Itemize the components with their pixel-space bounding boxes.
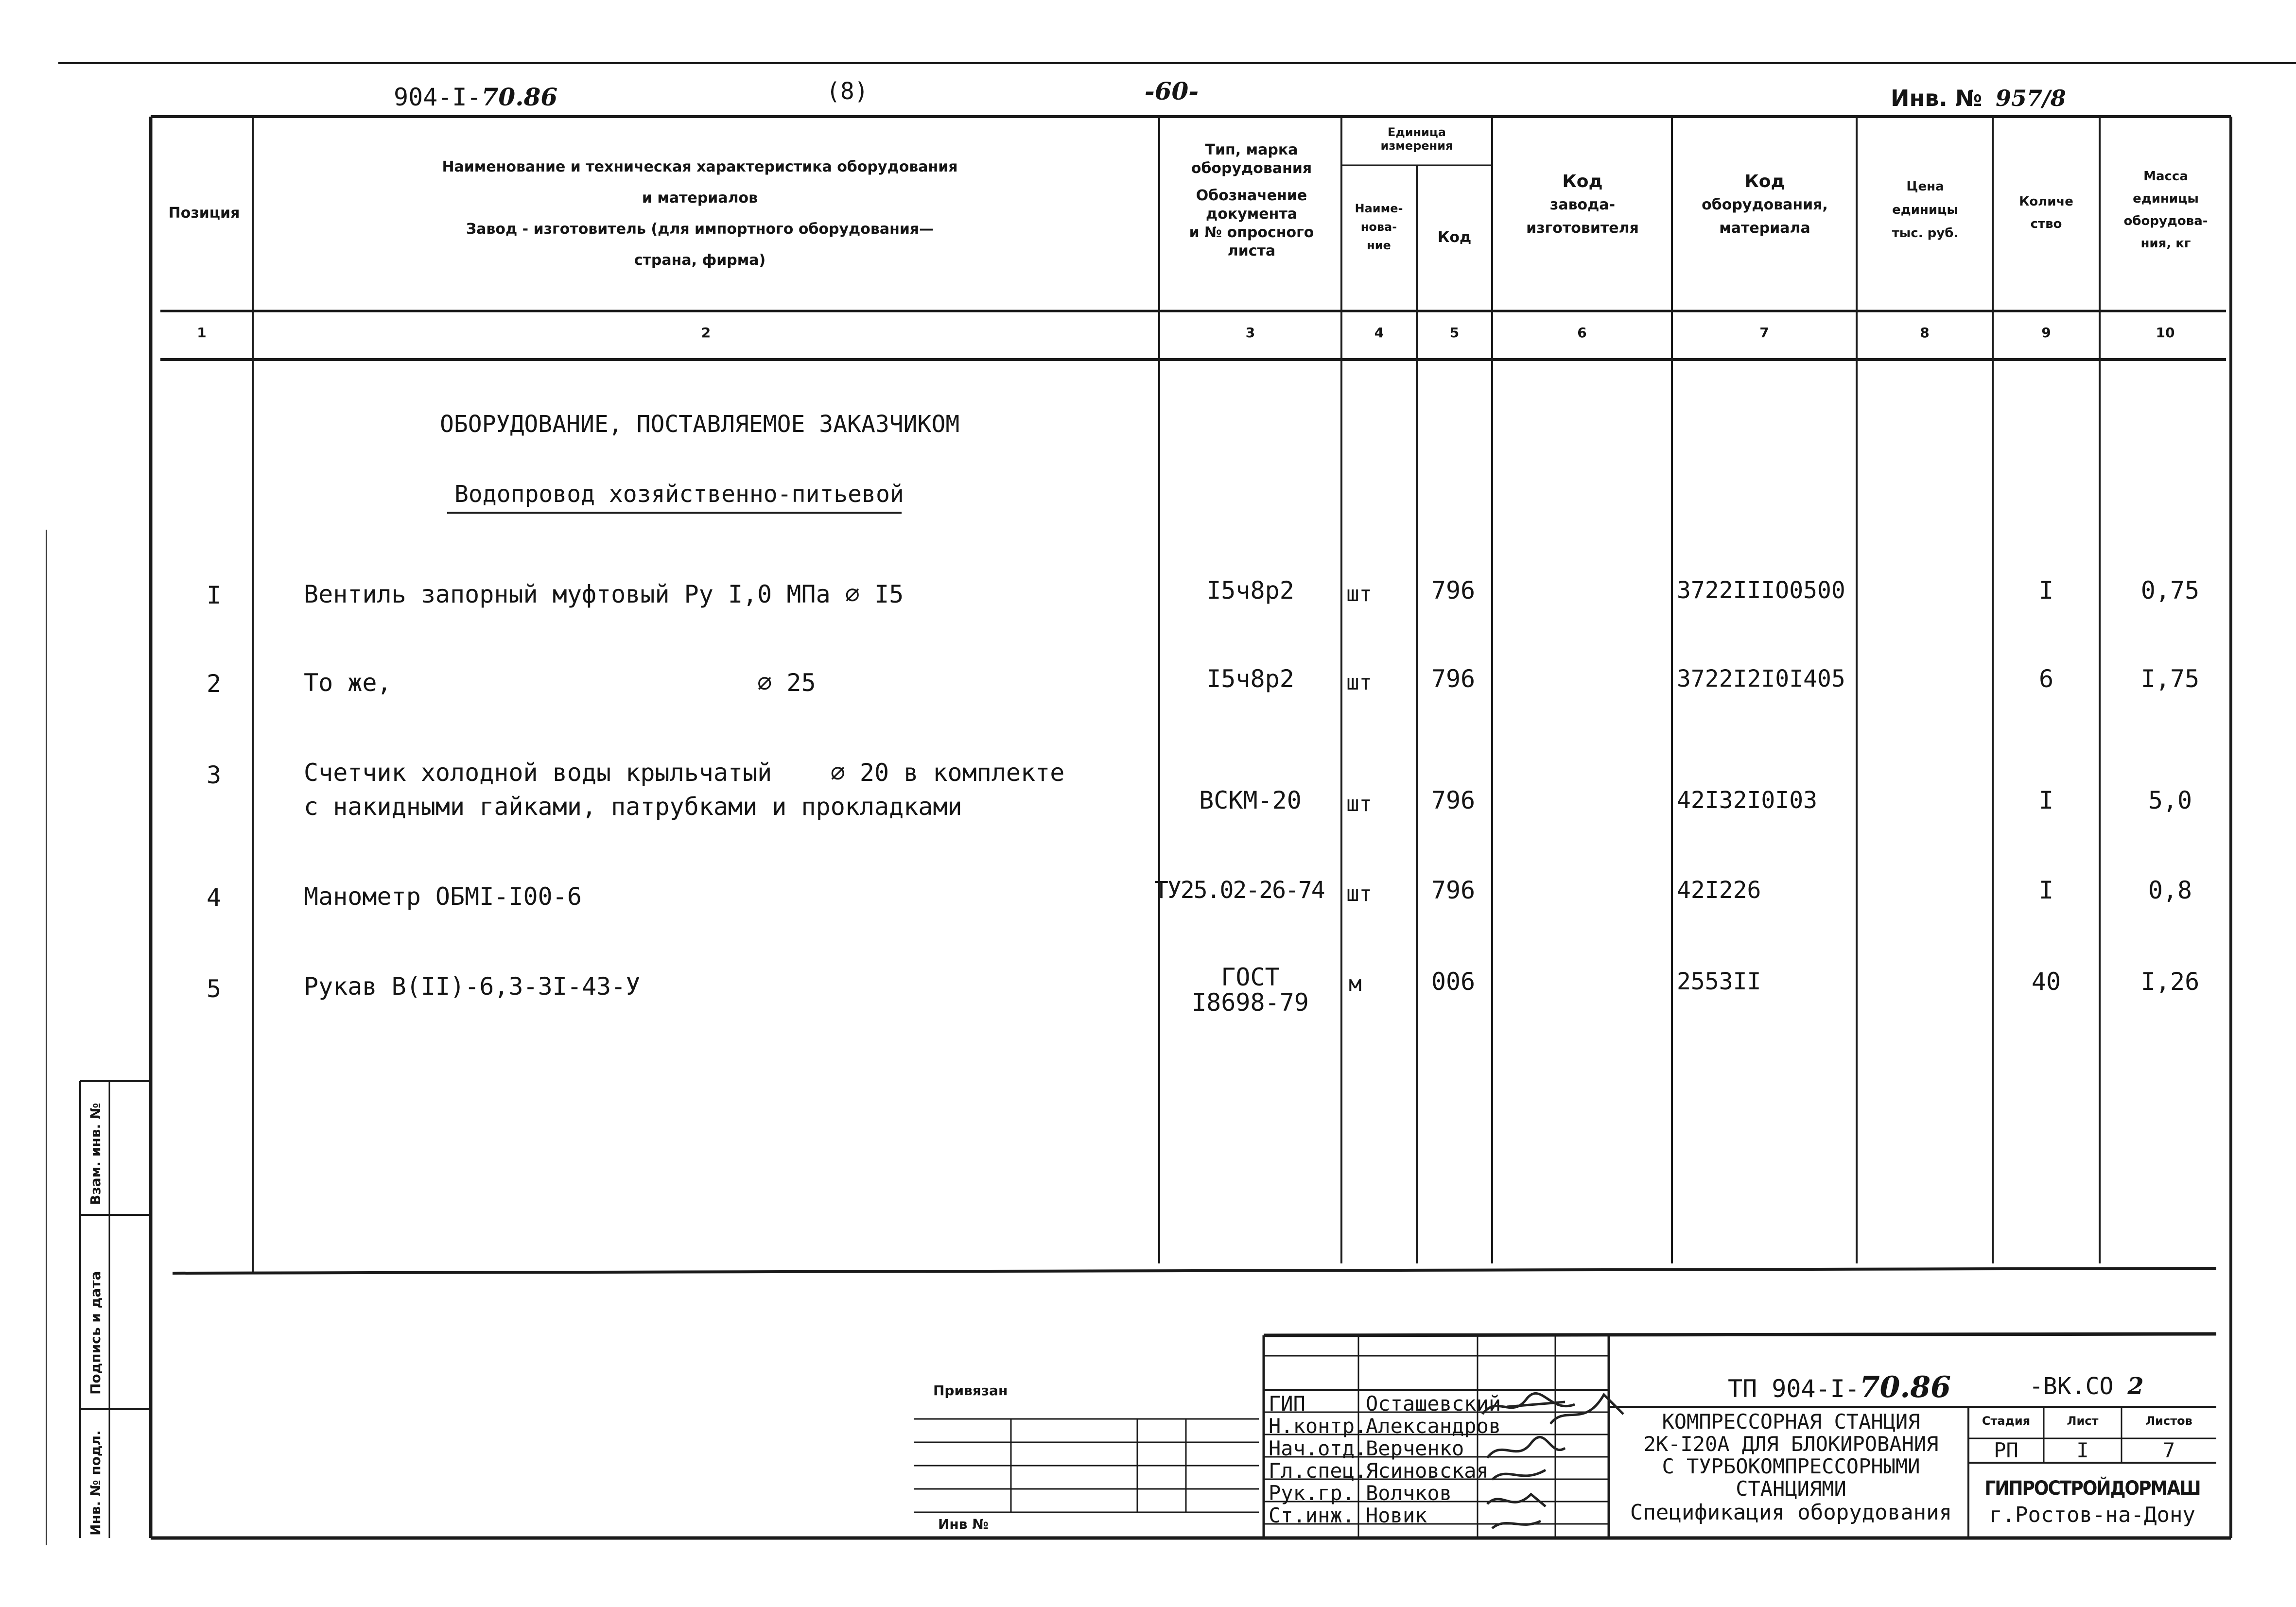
header-mass-line: единицы <box>2133 191 2199 206</box>
header-mfr-line: завода- <box>1549 196 1616 213</box>
signatory-name: Ясиновская <box>1366 1459 1489 1483</box>
row-unit: шт <box>1346 582 1372 606</box>
column-number: 8 <box>1920 325 1930 341</box>
attached-inv-label: Инв № <box>938 1516 989 1532</box>
row-name: Вентиль запорный муфтовый Ру I,0 МПа ∅ I5 <box>304 580 904 608</box>
row-unit: шт <box>1346 881 1372 906</box>
header-mass-line: ния, кг <box>2140 236 2191 251</box>
row-quantity: I <box>2038 876 2054 904</box>
row-position: 4 <box>206 883 222 912</box>
row-unit: шт <box>1346 792 1372 816</box>
header-type-line: документа <box>1206 206 1297 223</box>
header-mfr-line: Код <box>1562 172 1603 191</box>
signatory-name: Осташевский <box>1366 1392 1501 1416</box>
header-quantity <box>1993 190 2100 235</box>
header-unit-name-line: ние <box>1367 239 1391 252</box>
row-equipment-code: 3722IIIO0500 <box>1677 577 1845 604</box>
header-type-line: Тип, марка <box>1205 141 1298 158</box>
row-equipment-code: 42I32I0I03 <box>1677 787 1817 814</box>
project-title-line: 2К-I20А ДЛЯ БЛОКИРОВАНИЯ <box>1643 1432 1939 1456</box>
column-number: 7 <box>1759 325 1769 341</box>
header-name-line: страна, фирма) <box>634 252 766 269</box>
row-type-line: I8698-79 <box>1192 988 1309 1017</box>
column-number: 5 <box>1449 325 1460 341</box>
row-equipment-code: 3722I2I0I405 <box>1677 665 1845 692</box>
row-unit-code: 796 <box>1431 786 1476 814</box>
signatory-name: Верченко <box>1366 1436 1464 1460</box>
column-number: 9 <box>2041 325 2051 341</box>
column-number: 2 <box>701 325 711 341</box>
row-type: ВСКМ-20 <box>1199 786 1302 814</box>
column-number: 4 <box>1374 325 1384 341</box>
row-equipment-code: 42I226 <box>1677 877 1761 904</box>
header-unit-line: измерения <box>1380 139 1453 153</box>
column-number: 1 <box>197 325 207 341</box>
sheet-label: Лист <box>2067 1414 2099 1428</box>
header-mass <box>2101 165 2231 255</box>
doc-code-top <box>394 83 557 111</box>
row-mass: 0,75 <box>2140 576 2200 605</box>
row-mass: I,75 <box>2140 665 2200 693</box>
header-type-line: и № опросного <box>1189 224 1314 241</box>
row-position: I <box>206 581 222 609</box>
signatory-role: ГИП <box>1269 1392 1305 1416</box>
doc-code-printed: 904-I- <box>394 83 482 111</box>
header-qty-line: Количе <box>2019 194 2073 209</box>
sheet-title: Спецификация оборудования <box>1630 1500 1952 1525</box>
side-label-signature-date: Подпись и дата <box>87 1271 104 1395</box>
header-equipment-code <box>1673 170 1857 240</box>
project-title-line: СТАНЦИЯМИ <box>1736 1477 1846 1501</box>
side-label-original-inv: Инв. № подл. <box>87 1430 104 1536</box>
side-label-replacement-inv: Взам. инв. № <box>87 1103 104 1205</box>
row-mass: I,26 <box>2140 968 2200 996</box>
sheet-value: I <box>2076 1438 2089 1462</box>
signatory-name: Александров <box>1366 1414 1501 1438</box>
header-unit-name-line: Наиме- <box>1355 202 1403 215</box>
header-price <box>1858 175 1993 245</box>
row-unit-code: 796 <box>1431 665 1476 693</box>
header-type-line: листа <box>1227 242 1276 259</box>
signatory-role: Нач.отд. <box>1269 1436 1367 1460</box>
row-name-continuation: с накидными гайками, патрубками и прокладками <box>304 793 962 821</box>
inventory-number <box>1891 85 2066 111</box>
title-doc-suffix-printed: -ВК.СО <box>2029 1373 2114 1400</box>
inventory-label: Инв. № <box>1891 85 1983 111</box>
header-name <box>301 152 1098 276</box>
row-position: 2 <box>206 670 222 698</box>
column-number: 10 <box>2156 325 2175 341</box>
signatory-role: Гл.спец. <box>1269 1459 1367 1483</box>
section-title: ОБОРУДОВАНИЕ, ПОСТАВЛЯЕМОЕ ЗАКАЗЧИКОМ <box>440 411 960 438</box>
column-number: 3 <box>1245 325 1255 341</box>
attached-label: Привязан <box>933 1382 1008 1399</box>
row-unit: м <box>1349 971 1362 996</box>
header-mass-line: оборудова- <box>2123 214 2208 228</box>
header-type <box>1162 141 1341 260</box>
header-type-line: оборудования <box>1191 160 1312 177</box>
row-mass: 0,8 <box>2148 876 2192 904</box>
row-quantity: I <box>2038 786 2054 814</box>
stage-value: РП <box>1994 1438 2018 1462</box>
header-mfr-line: изготовителя <box>1526 220 1639 237</box>
signatory-role: Ст.инж. <box>1269 1503 1355 1527</box>
header-mass-line: Масса <box>2143 169 2188 184</box>
project-title-line: КОМПРЕССОРНАЯ СТАНЦИЯ <box>1662 1410 1920 1434</box>
stage-label: Стадия <box>1982 1414 2031 1428</box>
header-price-line: единицы <box>1892 203 1958 217</box>
signatory-role: Рук.гр. <box>1269 1481 1355 1505</box>
row-type <box>1159 965 1341 1015</box>
title-doc-suffix <box>2029 1373 2144 1400</box>
row-quantity: 6 <box>2038 665 2054 693</box>
row-unit-code: 796 <box>1431 576 1476 605</box>
organization-city: г.Ростов-на-Дону <box>1989 1503 2195 1527</box>
header-unit-line: Единица <box>1388 125 1446 139</box>
header-price-line: тыс. руб. <box>1892 226 1959 241</box>
project-title-line: С ТУРБОКОМПРЕССОРНЫМИ <box>1662 1454 1920 1478</box>
title-doc-suffix-handwritten: 2 <box>2127 1373 2144 1400</box>
row-unit: шт <box>1346 670 1372 695</box>
header-unit-name-line: нова- <box>1360 220 1397 234</box>
page-number: -60- <box>1145 77 1199 105</box>
inventory-handwritten: 957/8 <box>1995 85 2066 111</box>
row-type: ТУ25.02-26-74 <box>1154 877 1324 904</box>
header-name-line: Наименование и техническая характеристика оборудования <box>442 158 958 175</box>
organization-name: ГИПРОСТРОЙДОРМАШ <box>1984 1477 2200 1500</box>
row-position: 5 <box>206 975 222 1003</box>
header-qty-line: ство <box>2030 217 2062 231</box>
header-unit-group <box>1341 125 1492 153</box>
row-mass: 5,0 <box>2148 786 2192 814</box>
row-position: 3 <box>206 761 222 789</box>
project-title <box>1614 1411 1968 1500</box>
row-name: Рукав В(II)-6,3-3I-43-У <box>304 972 641 1001</box>
sheets-label: Листов <box>2145 1414 2192 1428</box>
header-price-line: Цена <box>1906 179 1944 194</box>
row-quantity: 40 <box>2031 968 2061 996</box>
header-type-line: Обозначение <box>1196 187 1307 204</box>
header-position: Позиция <box>168 205 240 222</box>
header-name-line: Завод - изготовитель (для импортного оборудования— <box>466 221 934 238</box>
sheet-number: (8) <box>826 78 869 105</box>
signatory-name: Новик <box>1366 1503 1427 1527</box>
title-doc-code <box>1728 1370 1951 1404</box>
sheets-value: 7 <box>2162 1438 2175 1462</box>
row-unit-code: 796 <box>1431 876 1476 904</box>
header-unit-code: Код <box>1437 229 1472 246</box>
row-quantity: I <box>2038 576 2054 605</box>
header-code-line: Код <box>1744 172 1785 191</box>
title-doc-code-handwritten: 70.86 <box>1859 1370 1951 1404</box>
row-type: I5ч8р2 <box>1206 665 1294 693</box>
row-name: Счетчик холодной воды крыльчатый ∅ 20 в комплекте <box>304 759 1065 787</box>
row-type-line: ГОСТ <box>1221 963 1280 991</box>
row-type: I5ч8р2 <box>1206 576 1294 605</box>
row-unit-code: 006 <box>1431 968 1476 996</box>
row-equipment-code: 2553II <box>1677 968 1761 995</box>
header-code-line: материала <box>1719 220 1810 237</box>
header-code-line: оборудования, <box>1702 196 1828 213</box>
signatory-role: Н.контр. <box>1269 1414 1367 1438</box>
header-unit-name <box>1342 199 1415 255</box>
subsection-title: Водопровод хозяйственно-питьевой <box>454 481 904 508</box>
row-name: Манометр ОБМI-I00-6 <box>304 882 582 911</box>
header-manufacturer-code <box>1493 170 1672 240</box>
column-number: 6 <box>1577 325 1587 341</box>
signatory-name: Волчков <box>1366 1481 1452 1505</box>
doc-code-handwritten: 70.86 <box>481 83 558 111</box>
title-doc-code-printed: ТП 904-I- <box>1728 1375 1860 1403</box>
row-name: То же, ∅ 25 <box>304 669 816 697</box>
header-name-line: и материалов <box>642 190 758 207</box>
